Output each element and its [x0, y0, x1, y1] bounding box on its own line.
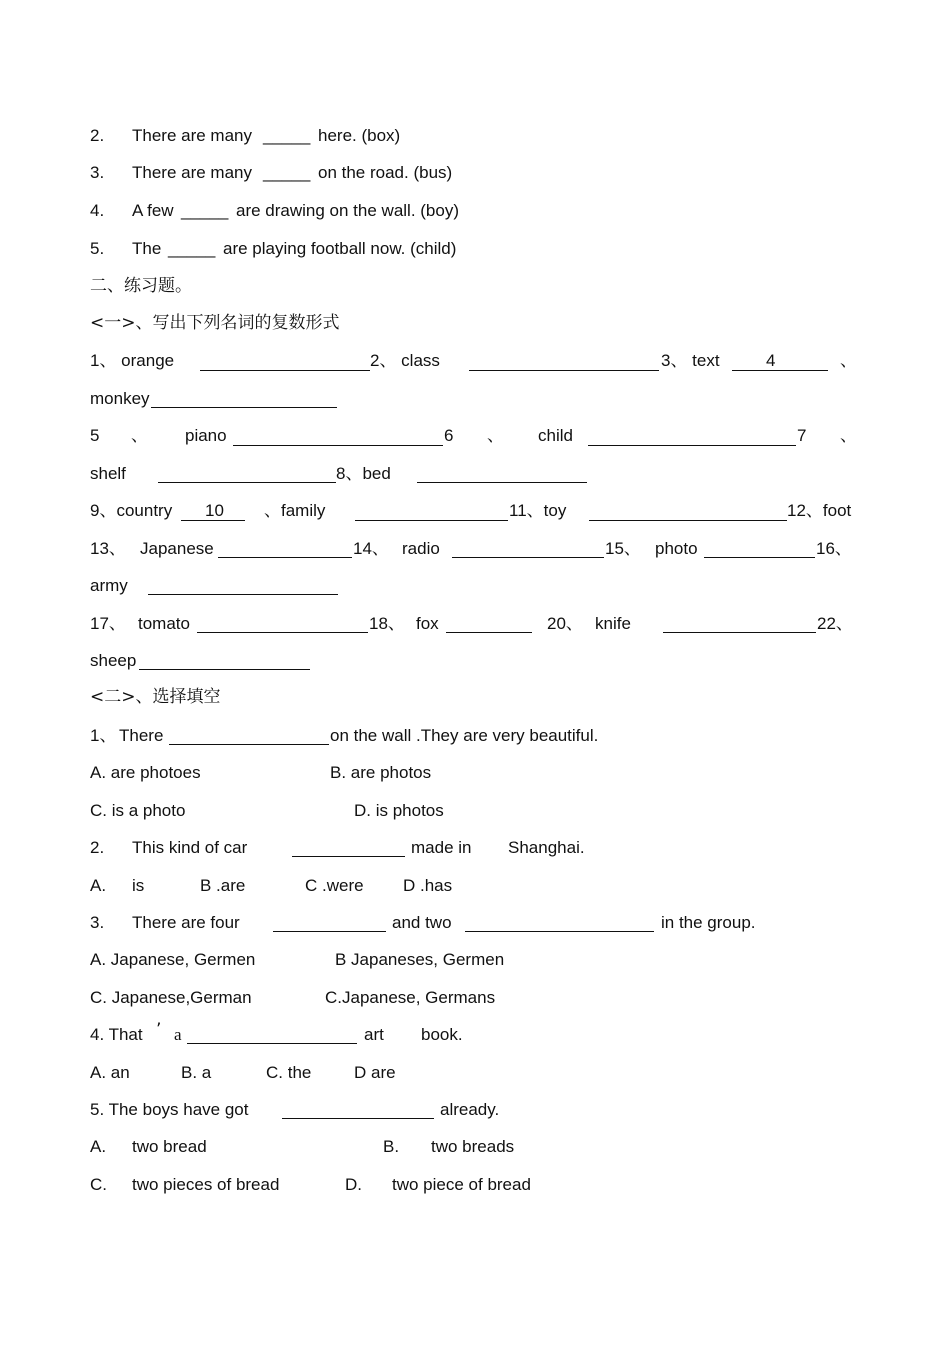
- question-text: 5. The boys have got: [90, 1100, 249, 1119]
- item-tomato: tomato: [138, 614, 190, 633]
- sentence-after: on the road. (bus): [318, 163, 453, 182]
- question-text: There are four: [132, 913, 240, 932]
- item-number: 4.: [90, 201, 105, 220]
- sentence-before: There are many: [132, 126, 252, 145]
- question-text: 4. That: [90, 1025, 143, 1044]
- answer-blank[interactable]: [588, 445, 796, 446]
- item-number: 2.: [90, 126, 105, 145]
- subsection-title: <二>、选择填空: [90, 687, 221, 707]
- question-text: a: [174, 1025, 182, 1044]
- item-photo: photo: [655, 539, 698, 558]
- item-number: 6: [444, 426, 454, 445]
- item-monkey: monkey: [90, 389, 150, 408]
- answer-blank[interactable]: [187, 1043, 357, 1044]
- option-c[interactable]: two pieces of bread: [132, 1175, 280, 1194]
- option-a[interactable]: A. an: [90, 1063, 130, 1082]
- answer-blank[interactable]: [355, 520, 508, 521]
- answer-blank[interactable]: _____: [168, 239, 216, 258]
- option-b[interactable]: B. are photos: [330, 763, 432, 782]
- item-piano: piano: [185, 426, 227, 445]
- sentence-after: are drawing on the wall. (boy): [236, 201, 460, 220]
- answer-blank[interactable]: [589, 520, 787, 521]
- separator: 、: [131, 426, 148, 445]
- item-shelf: shelf: [90, 464, 126, 483]
- question-text: Shanghai.: [508, 838, 585, 857]
- item-number: 15、: [605, 539, 641, 558]
- answer-blank[interactable]: [417, 482, 587, 483]
- option-a-label: A.: [90, 876, 107, 895]
- sentence-before: There are many: [132, 163, 252, 182]
- answer-blank[interactable]: [273, 931, 386, 932]
- option-c[interactable]: C. is a photo: [90, 801, 186, 820]
- item-toy: 11、toy: [509, 501, 567, 520]
- sentence-before: A few: [132, 201, 174, 220]
- item-number: 14、: [353, 539, 389, 558]
- option-b-label: B.: [383, 1137, 400, 1156]
- sentence-after: here. (box): [318, 126, 401, 145]
- answer-blank[interactable]: [465, 931, 654, 932]
- option-c[interactable]: C. the: [266, 1063, 312, 1082]
- item-number: 16、: [816, 539, 852, 558]
- option-b[interactable]: B Japaneses, Germen: [335, 950, 505, 969]
- option-b[interactable]: two breads: [431, 1137, 515, 1156]
- question-text: on the wall .They are very beautiful.: [330, 726, 599, 745]
- answer-blank[interactable]: [218, 557, 352, 558]
- answer-blank[interactable]: _____: [181, 201, 229, 220]
- option-d-label: D.: [345, 1175, 362, 1194]
- answer-blank[interactable]: [158, 482, 336, 483]
- sentence-before: The: [132, 239, 162, 258]
- question-number: 3.: [90, 913, 105, 932]
- answer-blank[interactable]: [469, 370, 659, 371]
- option-d[interactable]: D are: [354, 1063, 396, 1082]
- separator: 、: [840, 426, 857, 445]
- option-b[interactable]: B .are: [200, 876, 246, 895]
- option-a[interactable]: two bread: [132, 1137, 207, 1156]
- answer-blank[interactable]: [292, 856, 405, 857]
- option-d[interactable]: two piece of bread: [392, 1175, 531, 1194]
- item-foot: 12、foot: [787, 501, 852, 520]
- separator: 、: [840, 351, 857, 370]
- question-number: 2.: [90, 838, 105, 857]
- answer-blank[interactable]: [704, 557, 815, 558]
- answer-blank[interactable]: [452, 557, 604, 558]
- answer-blank[interactable]: [151, 407, 337, 408]
- item-number: 13、: [90, 539, 126, 558]
- question-text: book.: [421, 1025, 463, 1044]
- item-family: 、family: [264, 501, 326, 520]
- option-a-label: A.: [90, 1137, 107, 1156]
- item-number: 18、: [369, 614, 405, 633]
- item-number: 4: [766, 351, 776, 370]
- answer-blank[interactable]: [197, 632, 368, 633]
- item-number: 7: [797, 426, 807, 445]
- question-text: and two: [392, 913, 452, 932]
- answer-blank[interactable]: [446, 632, 532, 633]
- question-text: already.: [440, 1100, 500, 1119]
- question-text: This kind of car: [132, 838, 248, 857]
- section-title: 二、练习题。: [90, 276, 192, 296]
- separator: 、: [487, 426, 504, 445]
- option-a[interactable]: is: [132, 876, 145, 895]
- option-a[interactable]: A. Japanese, Germen: [90, 950, 256, 969]
- item-number: 10: [205, 501, 224, 520]
- answer-blank[interactable]: [282, 1118, 434, 1119]
- item-number: 3.: [90, 163, 105, 182]
- answer-blank[interactable]: [169, 744, 329, 745]
- subsection-title: <一>、写出下列名词的复数形式: [90, 313, 340, 333]
- item-text: 3、 text: [661, 351, 720, 370]
- option-c[interactable]: C .were: [305, 876, 364, 895]
- item-japanese: Japanese: [140, 539, 214, 558]
- option-d[interactable]: D. is photos: [354, 801, 444, 820]
- item-child: child: [538, 426, 573, 445]
- item-number: 5: [90, 426, 100, 445]
- item-number: 20、: [547, 614, 583, 633]
- item-class: 2、 class: [370, 351, 440, 370]
- item-army: army: [90, 576, 128, 595]
- answer-blank[interactable]: [139, 669, 310, 670]
- question-number: 1、: [90, 726, 117, 745]
- item-knife: knife: [595, 614, 631, 633]
- option-d[interactable]: D .has: [403, 876, 453, 895]
- question-text: art: [364, 1025, 384, 1044]
- item-number: 17、: [90, 614, 126, 633]
- item-orange: 1、 orange: [90, 351, 175, 370]
- option-d[interactable]: C.Japanese, Germans: [325, 988, 496, 1007]
- apostrophe: ’: [156, 1020, 162, 1040]
- answer-blank[interactable]: [200, 370, 370, 371]
- option-c-label: C.: [90, 1175, 107, 1194]
- answer-blank[interactable]: [233, 445, 443, 446]
- item-country: 9、country: [90, 501, 173, 520]
- sentence-after: are playing football now. (child): [223, 239, 457, 258]
- answer-blank[interactable]: [148, 594, 338, 595]
- option-a[interactable]: A. are photoes: [90, 763, 201, 782]
- answer-blank[interactable]: _____: [263, 163, 311, 182]
- answer-blank[interactable]: [732, 370, 828, 371]
- question-text: made in: [411, 838, 472, 857]
- item-sheep: sheep: [90, 651, 137, 670]
- question-text: There: [119, 726, 164, 745]
- item-number: 22、: [817, 614, 853, 633]
- item-number: 5.: [90, 239, 105, 258]
- item-radio: radio: [402, 539, 440, 558]
- option-c[interactable]: C. Japanese,German: [90, 988, 252, 1007]
- answer-blank[interactable]: _____: [263, 126, 311, 145]
- item-fox: fox: [416, 614, 439, 633]
- question-text: in the group.: [661, 913, 756, 932]
- item-bed: 8、bed: [336, 464, 391, 483]
- option-b[interactable]: B. a: [181, 1063, 212, 1082]
- answer-blank[interactable]: [663, 632, 816, 633]
